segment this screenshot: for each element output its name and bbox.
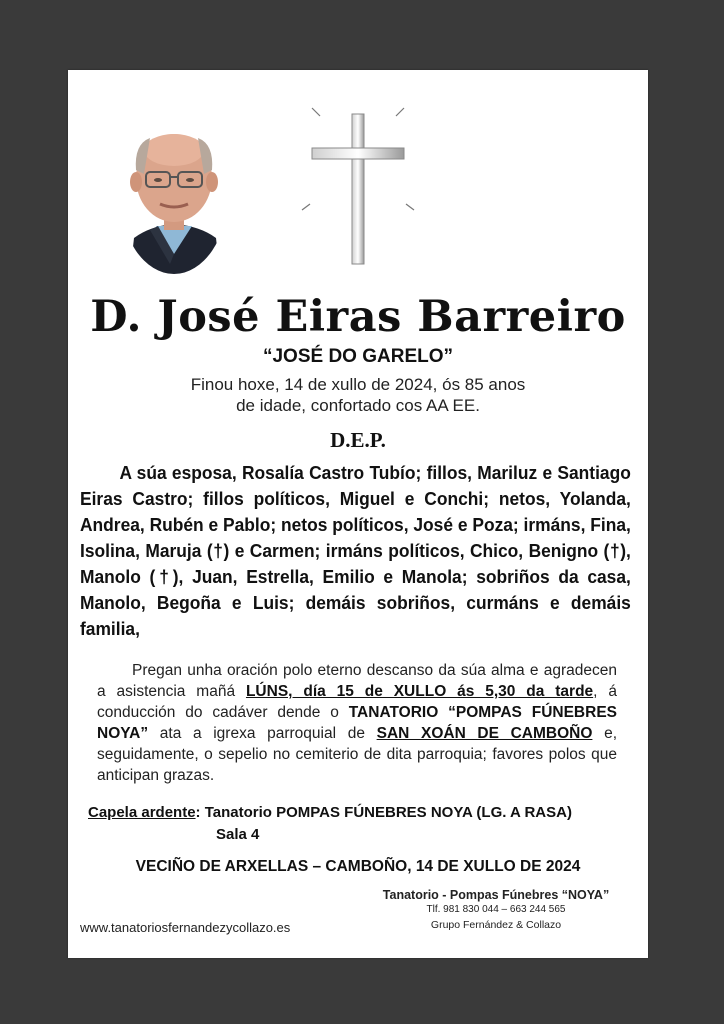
- family-list: A súa esposa, Rosalía Castro Tubío; fillos, Mariluz e Santiago Eiras Castro; fillos políticos, Miguel e Conchi; netos, Yolanda, Andrea, Rubén e Pablo; netos políticos, José e Poza; irmáns, Fina, Isolina, Maruja (†) e Carmen; irmáns políticos, Chico, Benigno (†), Manolo (†), Juan, Estrella, Emilio e Manola; sobriños da casa, Manolo, Begoña e Luis; demáis sobriños, curmáns e demáis familia,: [80, 462, 631, 639]
- service-date: LÚNS, día 15 de XULLO ás 5,30 da tarde: [245, 683, 594, 700]
- death-line-2: de idade, confortado cos AA EE.: [236, 396, 480, 415]
- death-line-1: Finou hoxe, 14 de xullo de 2024, ós 85 anos: [190, 375, 526, 394]
- pray-text-4: e, seguidamente, o sepelio no cemiterio de dita parroquia; favores polos que anticipan grazas.: [97, 725, 618, 784]
- residence-date-line: VECIÑO DE ARXELLAS – CAMBOÑO, 14 DE XULLO DE 2024: [135, 858, 581, 875]
- death-notice: [128, 374, 588, 416]
- chapel-info: [88, 802, 572, 846]
- deceased-nickname: “JOSÉ DO GARELO”: [262, 346, 454, 367]
- church-name: SAN XOÁN DE CAMBOÑO: [376, 725, 593, 742]
- service-announcement: [97, 660, 617, 786]
- funeral-home-info: [366, 888, 626, 931]
- pray-text-1: Pregan unha oración polo eterno descanso da súa alma e agradecen a asistencia mañá: [97, 662, 617, 700]
- funeral-home-name: Tanatorio - Pompas Fúnebres “NOYA”: [382, 888, 610, 902]
- portrait-photo: [120, 114, 228, 274]
- cross-icon: [300, 106, 416, 266]
- website-link[interactable]: www.tanatoriosfernandezycollazo.es: [80, 920, 291, 935]
- chapel-colon: :: [195, 804, 205, 821]
- service-place: TANATORIO “POMPAS FÚNEBRES NOYA”: [97, 704, 617, 742]
- deceased-name: D. José Eiras Barreiro: [90, 292, 626, 342]
- funeral-home-phone: Tlf. 981 830 044 – 663 244 565: [426, 904, 566, 915]
- funeral-home-group: Grupo Fernández & Collazo: [430, 919, 562, 931]
- rip-label: D.E.P.: [330, 428, 386, 452]
- pray-text-2: , á conducción do cadáver dende o: [97, 683, 617, 721]
- chapel-value: Tanatorio POMPAS FÚNEBRES NOYA (LG. A RASA): [204, 804, 572, 821]
- pray-text-3: ata a igrexa parroquial de: [148, 725, 377, 742]
- chapel-room: Sala 4: [216, 826, 260, 843]
- chapel-label: Capela ardente: [88, 804, 196, 821]
- obituary-sheet: [68, 70, 648, 958]
